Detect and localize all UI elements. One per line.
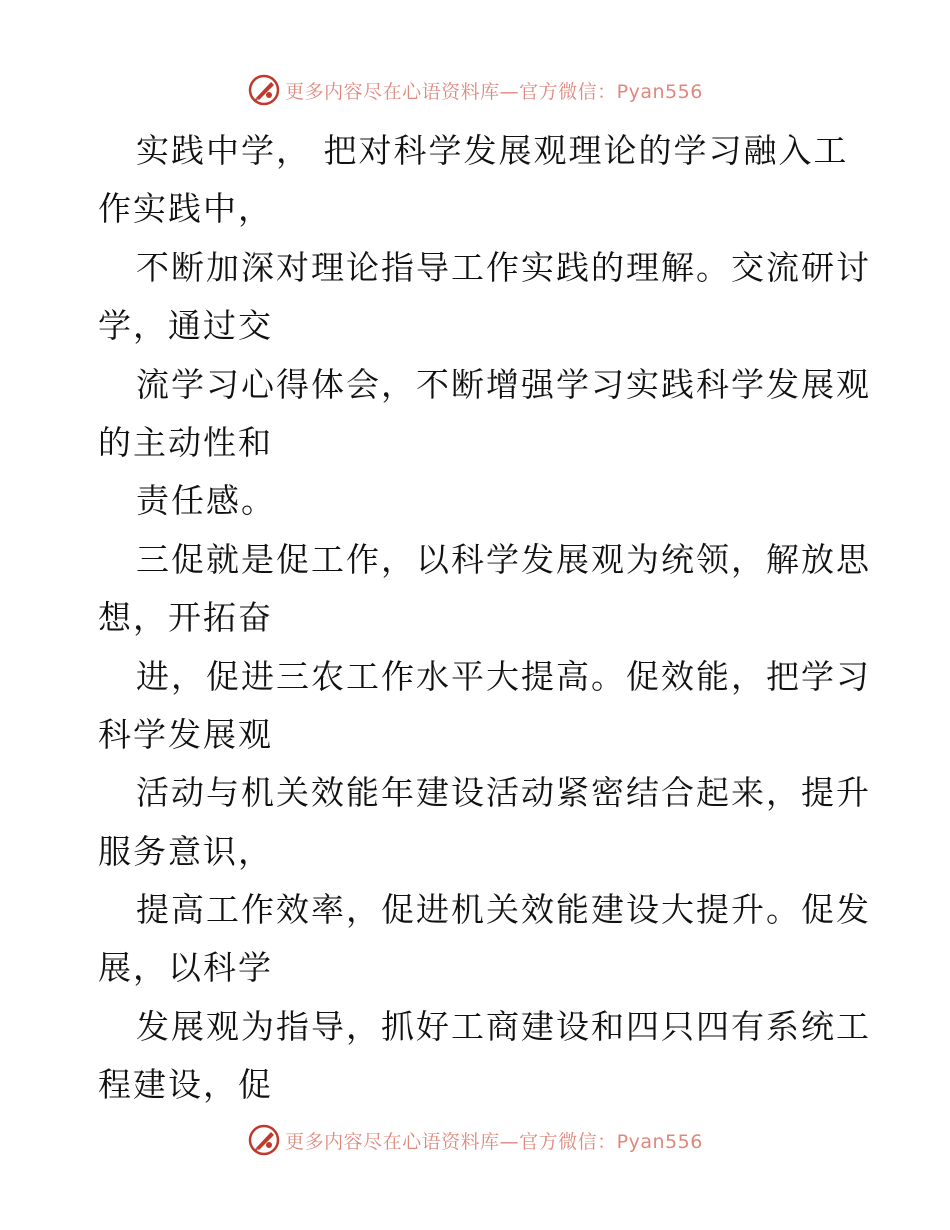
paragraph-line: 发展观为指导，抓好工商建设和四只四有系统工	[136, 1006, 871, 1046]
header-banner	[0, 70, 950, 110]
paragraph-line: 活动与机关效能年建设活动紧密结合起来，提升	[136, 773, 871, 813]
footer-banner	[0, 1120, 950, 1160]
paragraph-line: 责任感。	[136, 481, 276, 521]
paragraph-line: 实践中学， 把对科学发展观理论的学习融入工	[136, 131, 849, 170]
paragraph-line: 程建设，促	[98, 1065, 273, 1105]
paragraph-line: 不断加深对理论指导工作实践的理解。交流研讨	[136, 247, 871, 287]
document-body	[98, 122, 871, 1115]
paragraph-line: 想，开拓奋	[98, 598, 273, 638]
banner-text: 更多内容尽在心语资料库—官方微信：Pyan556	[285, 80, 703, 103]
paragraph-line: 展，以科学	[98, 948, 273, 988]
paragraph-line: 流学习心得体会，不断增强学习实践科学发展观	[136, 364, 871, 404]
banner-text: 更多内容尽在心语资料库—官方微信：Pyan556	[285, 1130, 703, 1153]
quill-pen-logo-icon	[247, 73, 281, 107]
paragraph-line: 服务意识，	[98, 831, 273, 871]
paragraph-line: 学，通过交	[98, 306, 273, 346]
paragraph-line: 作实践中，	[98, 189, 273, 229]
paragraph-line: 三促就是促工作，以科学发展观为统领，解放思	[136, 539, 871, 579]
paragraph-line: 进，促进三农工作水平大提高。促效能，把学习	[136, 656, 871, 696]
quill-pen-logo-icon	[247, 1123, 281, 1157]
paragraph-line: 科学发展观	[98, 714, 273, 754]
paragraph-line: 的主动性和	[98, 422, 273, 462]
paragraph-line: 提高工作效率，促进机关效能建设大提升。促发	[136, 890, 871, 930]
